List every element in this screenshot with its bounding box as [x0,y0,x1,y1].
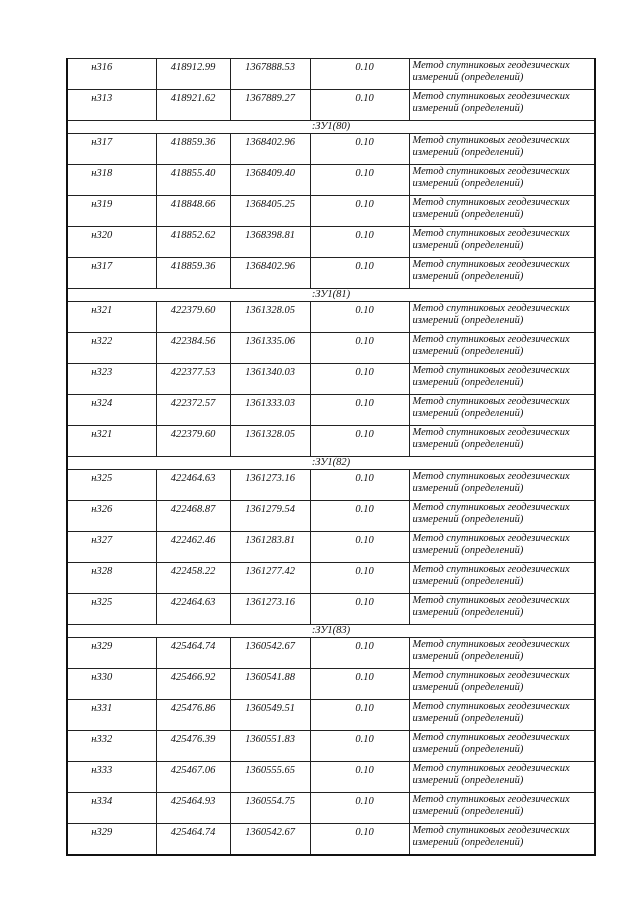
table-row [67,700,595,731]
table-row [67,793,595,824]
point-name-cell: н332 [67,731,156,762]
method-cell: Метод спутниковых геодезических измерений (определений) [409,824,595,856]
point-name-cell: н327 [67,532,156,563]
accuracy-cell: 0.10 [310,196,409,227]
parcel-header-row [67,457,595,470]
method-cell: Метод спутниковых геодезических измерений (определений) [409,563,595,594]
accuracy-cell: 0.10 [310,395,409,426]
accuracy-cell: 0.10 [310,638,409,669]
coord-x-cell: 425466.92 [156,669,230,700]
point-name-cell: н317 [67,134,156,165]
table-row [67,594,595,625]
coord-x-cell: 422462.46 [156,532,230,563]
point-name-cell: н313 [67,90,156,121]
point-name-cell: н331 [67,700,156,731]
coord-x-cell: 418852.62 [156,227,230,258]
accuracy-cell: 0.10 [310,594,409,625]
coordinates-table-body [67,59,595,856]
coord-y-cell: 1368402.96 [230,258,310,289]
coord-x-cell: 425476.39 [156,731,230,762]
accuracy-cell: 0.10 [310,59,409,90]
accuracy-cell: 0.10 [310,793,409,824]
coord-x-cell: 418848.66 [156,196,230,227]
method-cell: Метод спутниковых геодезических измерений (определений) [409,594,595,625]
table-row [67,364,595,395]
table-row [67,824,595,856]
accuracy-cell: 0.10 [310,532,409,563]
coord-y-cell: 1360549.51 [230,700,310,731]
point-name-cell: н330 [67,669,156,700]
coord-x-cell: 418859.36 [156,134,230,165]
coord-x-cell: 425464.93 [156,793,230,824]
table-row [67,532,595,563]
coord-x-cell: 418859.36 [156,258,230,289]
coord-x-cell: 422464.63 [156,594,230,625]
method-cell: Метод спутниковых геодезических измерений (определений) [409,669,595,700]
method-cell: Метод спутниковых геодезических измерений (определений) [409,793,595,824]
coord-y-cell: 1368398.81 [230,227,310,258]
accuracy-cell: 0.10 [310,470,409,501]
coord-x-cell: 425467.06 [156,762,230,793]
point-name-cell: н334 [67,793,156,824]
method-cell: Метод спутниковых геодезических измерений (определений) [409,227,595,258]
point-name-cell: н325 [67,470,156,501]
point-name-cell: н318 [67,165,156,196]
method-cell: Метод спутниковых геодезических измерений (определений) [409,258,595,289]
accuracy-cell: 0.10 [310,333,409,364]
point-name-cell: н329 [67,638,156,669]
coord-y-cell: 1361328.05 [230,426,310,457]
coord-y-cell: 1360551.83 [230,731,310,762]
table-row [67,165,595,196]
coord-y-cell: 1361333.03 [230,395,310,426]
coord-y-cell: 1367888.53 [230,59,310,90]
table-row [67,196,595,227]
table-row [67,426,595,457]
coord-x-cell: 422464.63 [156,470,230,501]
accuracy-cell: 0.10 [310,302,409,333]
point-name-cell: н324 [67,395,156,426]
coord-y-cell: 1361273.16 [230,594,310,625]
point-name-cell: н319 [67,196,156,227]
coord-y-cell: 1361277.42 [230,563,310,594]
table-row [67,470,595,501]
table-row [67,501,595,532]
coord-x-cell: 422372.57 [156,395,230,426]
coord-x-cell: 422377.53 [156,364,230,395]
coord-y-cell: 1361273.16 [230,470,310,501]
accuracy-cell: 0.10 [310,731,409,762]
coord-y-cell: 1367889.27 [230,90,310,121]
table-row [67,731,595,762]
coord-y-cell: 1368409.40 [230,165,310,196]
table-row [67,302,595,333]
parcel-header: :ЗУ1(80) [67,121,595,134]
coord-y-cell: 1361340.03 [230,364,310,395]
coord-x-cell: 418855.40 [156,165,230,196]
method-cell: Метод спутниковых геодезических измерений (определений) [409,196,595,227]
point-name-cell: н323 [67,364,156,395]
method-cell: Метод спутниковых геодезических измерений (определений) [409,134,595,165]
method-cell: Метод спутниковых геодезических измерений (определений) [409,395,595,426]
point-name-cell: н328 [67,563,156,594]
accuracy-cell: 0.10 [310,501,409,532]
point-name-cell: н316 [67,59,156,90]
method-cell: Метод спутниковых геодезических измерений (определений) [409,364,595,395]
coord-x-cell: 422379.60 [156,302,230,333]
table-row [67,563,595,594]
accuracy-cell: 0.10 [310,134,409,165]
table-row [67,333,595,364]
coord-x-cell: 425476.86 [156,700,230,731]
coord-y-cell: 1361335.06 [230,333,310,364]
coord-x-cell: 422379.60 [156,426,230,457]
coord-y-cell: 1360555.65 [230,762,310,793]
coord-y-cell: 1360542.67 [230,638,310,669]
table-row [67,227,595,258]
parcel-header-row [67,121,595,134]
coord-x-cell: 425464.74 [156,824,230,856]
parcel-header: :ЗУ1(83) [67,625,595,638]
parcel-header: :ЗУ1(81) [67,289,595,302]
accuracy-cell: 0.10 [310,700,409,731]
point-name-cell: н321 [67,426,156,457]
method-cell: Метод спутниковых геодезических измерений (определений) [409,501,595,532]
coord-x-cell: 418912.99 [156,59,230,90]
method-cell: Метод спутниковых геодезических измерений (определений) [409,165,595,196]
parcel-header-row [67,625,595,638]
parcel-header-row [67,289,595,302]
accuracy-cell: 0.10 [310,669,409,700]
accuracy-cell: 0.10 [310,426,409,457]
method-cell: Метод спутниковых геодезических измерений (определений) [409,532,595,563]
table-row [67,258,595,289]
method-cell: Метод спутниковых геодезических измерений (определений) [409,731,595,762]
coord-y-cell: 1361283.81 [230,532,310,563]
method-cell: Метод спутниковых геодезических измерений (определений) [409,426,595,457]
coordinates-table [66,58,596,856]
coord-y-cell: 1368402.96 [230,134,310,165]
coord-x-cell: 425464.74 [156,638,230,669]
point-name-cell: н326 [67,501,156,532]
method-cell: Метод спутниковых геодезических измерений (определений) [409,762,595,793]
coord-y-cell: 1360542.67 [230,824,310,856]
method-cell: Метод спутниковых геодезических измерений (определений) [409,302,595,333]
method-cell: Метод спутниковых геодезических измерений (определений) [409,59,595,90]
table-row [67,638,595,669]
table-row [67,59,595,90]
accuracy-cell: 0.10 [310,90,409,121]
table-row [67,669,595,700]
table-row [67,762,595,793]
point-name-cell: н333 [67,762,156,793]
coord-x-cell: 422384.56 [156,333,230,364]
accuracy-cell: 0.10 [310,762,409,793]
point-name-cell: н325 [67,594,156,625]
method-cell: Метод спутниковых геодезических измерений (определений) [409,470,595,501]
method-cell: Метод спутниковых геодезических измерений (определений) [409,333,595,364]
accuracy-cell: 0.10 [310,165,409,196]
coordinates-document-page [66,58,594,856]
method-cell: Метод спутниковых геодезических измерений (определений) [409,700,595,731]
coord-y-cell: 1368405.25 [230,196,310,227]
coord-x-cell: 422458.22 [156,563,230,594]
accuracy-cell: 0.10 [310,227,409,258]
table-row [67,395,595,426]
coord-y-cell: 1360541.88 [230,669,310,700]
parcel-header: :ЗУ1(82) [67,457,595,470]
point-name-cell: н329 [67,824,156,856]
coord-y-cell: 1360554.75 [230,793,310,824]
coord-y-cell: 1361279.54 [230,501,310,532]
table-row [67,134,595,165]
table-row [67,90,595,121]
accuracy-cell: 0.10 [310,258,409,289]
method-cell: Метод спутниковых геодезических измерений (определений) [409,90,595,121]
accuracy-cell: 0.10 [310,824,409,856]
accuracy-cell: 0.10 [310,364,409,395]
coord-x-cell: 418921.62 [156,90,230,121]
coord-y-cell: 1361328.05 [230,302,310,333]
method-cell: Метод спутниковых геодезических измерений (определений) [409,638,595,669]
coord-x-cell: 422468.87 [156,501,230,532]
accuracy-cell: 0.10 [310,563,409,594]
point-name-cell: н317 [67,258,156,289]
point-name-cell: н321 [67,302,156,333]
point-name-cell: н322 [67,333,156,364]
point-name-cell: н320 [67,227,156,258]
